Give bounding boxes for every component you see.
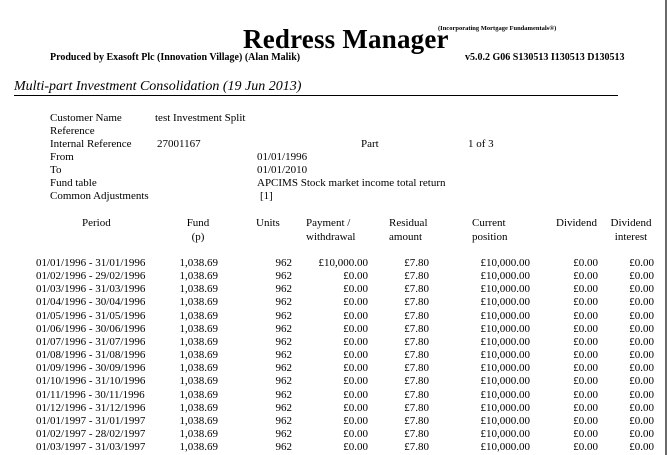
cell-residual: £7.80 [404, 335, 429, 348]
cell-dividend: £0.00 [573, 322, 598, 335]
cell-residual: £7.80 [404, 441, 429, 454]
cell-payment: £0.00 [343, 388, 368, 401]
cell-payment: £0.00 [343, 270, 368, 283]
produced-by-text: Produced by Exasoft Plc (Innovation Village) (Alan Malik) [50, 52, 301, 63]
reference-label: Reference [50, 125, 95, 137]
cell-dividend: £0.00 [573, 401, 598, 414]
col-header-units: Units [256, 217, 280, 229]
col-header-payment-line1: Payment / [306, 217, 351, 229]
cell-current-position: £10,000.00 [480, 322, 530, 335]
cell-residual: £7.80 [404, 322, 429, 335]
cell-units: 962 [275, 335, 292, 348]
cell-dividend: £0.00 [573, 283, 598, 296]
from-value: 01/01/1996 [257, 151, 308, 163]
cell-period: 01/01/1997 - 31/01/1997 [36, 414, 146, 427]
col-header-residual-line1: Residual [389, 217, 428, 229]
col-header-payment-line2: withdrawal [306, 231, 356, 243]
from-label: From [50, 151, 74, 163]
cell-dividend: £0.00 [573, 362, 598, 375]
col-header-dividend: Dividend [556, 217, 597, 229]
cell-units: 962 [275, 322, 292, 335]
cell-dividend-interest: £0.00 [629, 414, 654, 427]
part-label: Part [361, 138, 379, 150]
cell-dividend-interest: £0.00 [629, 309, 654, 322]
to-value: 01/01/2010 [257, 164, 308, 176]
cell-dividend: £0.00 [573, 441, 598, 454]
cell-dividend-interest: £0.00 [629, 335, 654, 348]
cell-current-position: £10,000.00 [480, 401, 530, 414]
fund-table-value: APCIMS Stock market income total return [257, 177, 446, 189]
fund-table-label: Fund table [50, 177, 97, 189]
cell-dividend-interest: £0.00 [629, 427, 654, 440]
cell-fund: 1,038.69 [179, 388, 218, 401]
cell-payment: £0.00 [343, 283, 368, 296]
col-header-fund [180, 216, 216, 244]
cell-residual: £7.80 [404, 375, 429, 388]
cell-fund: 1,038.69 [179, 375, 218, 388]
cell-units: 962 [275, 441, 292, 454]
col-header-fund-line2: (p) [191, 231, 205, 243]
customer-name-label: Customer Name [50, 112, 122, 124]
part-value: 1 of 3 [468, 138, 494, 150]
cell-current-position: £10,000.00 [480, 414, 530, 427]
cell-residual: £7.80 [404, 296, 429, 309]
cell-period: 01/06/1996 - 30/06/1996 [36, 322, 146, 335]
cell-current-position: £10,000.00 [480, 283, 530, 296]
col-header-dividend-interest [606, 216, 656, 244]
col-header-current [472, 216, 507, 244]
col-header-residual-line2: amount [389, 231, 422, 243]
cell-residual: £7.80 [404, 427, 429, 440]
cell-units: 962 [275, 414, 292, 427]
cell-period: 01/09/1996 - 30/09/1996 [36, 362, 146, 375]
cell-dividend-interest: £0.00 [629, 441, 654, 454]
cell-units: 962 [275, 296, 292, 309]
cell-period: 01/02/1997 - 28/02/1997 [36, 427, 146, 440]
internal-reference-value: 27001167 [157, 138, 201, 150]
cell-fund: 1,038.69 [179, 322, 218, 335]
cell-fund: 1,038.69 [179, 414, 218, 427]
cell-units: 962 [275, 257, 292, 269]
cell-current-position: £10,000.00 [480, 427, 530, 440]
cell-units: 962 [275, 375, 292, 388]
cell-dividend-interest: £0.00 [629, 296, 654, 309]
cell-payment: £10,000.00 [318, 257, 368, 269]
cell-dividend-interest: £0.00 [629, 270, 654, 283]
cell-current-position: £10,000.00 [480, 309, 530, 322]
cell-residual: £7.80 [404, 283, 429, 296]
cell-fund: 1,038.69 [179, 270, 218, 283]
app-title: Redress Manager [243, 24, 449, 54]
report-title: Multi-part Investment Consolidation (19 Jun 2013) [14, 79, 302, 94]
col-header-current-line2: position [472, 231, 508, 243]
common-adjustments-label: Common Adjustments [50, 190, 149, 202]
cell-payment: £0.00 [343, 335, 368, 348]
cell-period: 01/07/1996 - 31/07/1996 [36, 335, 146, 348]
cell-dividend-interest: £0.00 [629, 322, 654, 335]
cell-dividend: £0.00 [573, 270, 598, 283]
cell-dividend: £0.00 [573, 309, 598, 322]
cell-residual: £7.80 [404, 414, 429, 427]
cell-units: 962 [275, 309, 292, 322]
cell-fund: 1,038.69 [179, 257, 218, 269]
cell-payment: £0.00 [343, 309, 368, 322]
cell-dividend-interest: £0.00 [629, 257, 654, 269]
cell-current-position: £10,000.00 [480, 257, 530, 269]
cell-payment: £0.00 [343, 427, 368, 440]
cell-current-position: £10,000.00 [480, 441, 530, 454]
cell-residual: £7.80 [404, 401, 429, 414]
cell-residual: £7.80 [404, 270, 429, 283]
cell-residual: £7.80 [404, 309, 429, 322]
cell-fund: 1,038.69 [179, 401, 218, 414]
cell-dividend-interest: £0.00 [629, 375, 654, 388]
internal-reference-label: Internal Reference [50, 138, 132, 150]
cell-dividend: £0.00 [573, 388, 598, 401]
cell-fund: 1,038.69 [179, 283, 218, 296]
cell-payment: £0.00 [343, 349, 368, 362]
col-header-divint-line2: interest [614, 231, 648, 243]
cell-current-position: £10,000.00 [480, 349, 530, 362]
col-header-payment [306, 216, 355, 244]
cell-payment: £0.00 [343, 401, 368, 414]
cell-period: 01/08/1996 - 31/08/1996 [36, 349, 146, 362]
cell-payment: £0.00 [343, 375, 368, 388]
cell-dividend-interest: £0.00 [629, 349, 654, 362]
cell-payment: £0.00 [343, 362, 368, 375]
cell-period: 01/05/1996 - 31/05/1996 [36, 309, 146, 322]
cell-payment: £0.00 [343, 414, 368, 427]
cell-current-position: £10,000.00 [480, 270, 530, 283]
cell-current-position: £10,000.00 [480, 362, 530, 375]
app-subtitle: (Incorporating Mortgage Fundamentals®) [438, 25, 557, 32]
cell-fund: 1,038.69 [179, 335, 218, 348]
cell-dividend-interest: £0.00 [629, 388, 654, 401]
cell-period: 01/02/1996 - 29/02/1996 [36, 270, 146, 283]
col-header-residual [389, 216, 428, 244]
cell-dividend-interest: £0.00 [629, 283, 654, 296]
cell-dividend: £0.00 [573, 414, 598, 427]
cell-fund: 1,038.69 [179, 309, 218, 322]
cell-period: 01/03/1996 - 31/03/1996 [36, 283, 146, 296]
cell-dividend-interest: £0.00 [629, 401, 654, 414]
cell-period: 01/01/1996 - 31/01/1996 [36, 257, 146, 269]
cell-dividend: £0.00 [573, 375, 598, 388]
cell-payment: £0.00 [343, 322, 368, 335]
customer-name-value: test Investment Split [155, 112, 246, 124]
cell-dividend-interest: £0.00 [629, 362, 654, 375]
cell-period: 01/10/1996 - 31/10/1996 [36, 375, 146, 388]
cell-units: 962 [275, 388, 292, 401]
cell-fund: 1,038.69 [179, 349, 218, 362]
cell-fund: 1,038.69 [179, 441, 218, 454]
to-label: To [50, 164, 62, 176]
cell-fund: 1,038.69 [179, 296, 218, 309]
cell-dividend: £0.00 [573, 257, 598, 269]
cell-payment: £0.00 [343, 441, 368, 454]
version-text: v5.0.2 G06 S130513 I130513 D130513 [465, 52, 625, 63]
cell-period: 01/04/1996 - 30/04/1996 [36, 296, 146, 309]
col-header-divint-line1: Dividend [610, 217, 652, 229]
cell-units: 962 [275, 270, 292, 283]
cell-current-position: £10,000.00 [480, 388, 530, 401]
cell-units: 962 [275, 283, 292, 296]
cell-dividend: £0.00 [573, 335, 598, 348]
cell-fund: 1,038.69 [179, 362, 218, 375]
col-header-current-line1: Current [472, 217, 506, 229]
cell-dividend: £0.00 [573, 296, 598, 309]
cell-period: 01/11/1996 - 30/11/1996 [36, 388, 145, 401]
cell-dividend: £0.00 [573, 349, 598, 362]
cell-units: 962 [275, 362, 292, 375]
cell-residual: £7.80 [404, 388, 429, 401]
common-adjustments-value: [1] [260, 190, 273, 202]
cell-residual: £7.80 [404, 362, 429, 375]
cell-residual: £7.80 [404, 257, 429, 269]
cell-current-position: £10,000.00 [480, 296, 530, 309]
col-header-period: Period [82, 217, 111, 229]
cell-units: 962 [275, 427, 292, 440]
cell-current-position: £10,000.00 [480, 375, 530, 388]
cell-dividend: £0.00 [573, 427, 598, 440]
cell-units: 962 [275, 349, 292, 362]
cell-fund: 1,038.69 [179, 427, 218, 440]
title-divider [14, 95, 618, 96]
col-header-fund-line1: Fund [186, 217, 210, 229]
cell-period: 01/12/1996 - 31/12/1996 [36, 401, 146, 414]
cell-residual: £7.80 [404, 349, 429, 362]
cell-units: 962 [275, 401, 292, 414]
cell-period: 01/03/1997 - 31/03/1997 [36, 441, 146, 454]
cell-current-position: £10,000.00 [480, 335, 530, 348]
cell-payment: £0.00 [343, 296, 368, 309]
